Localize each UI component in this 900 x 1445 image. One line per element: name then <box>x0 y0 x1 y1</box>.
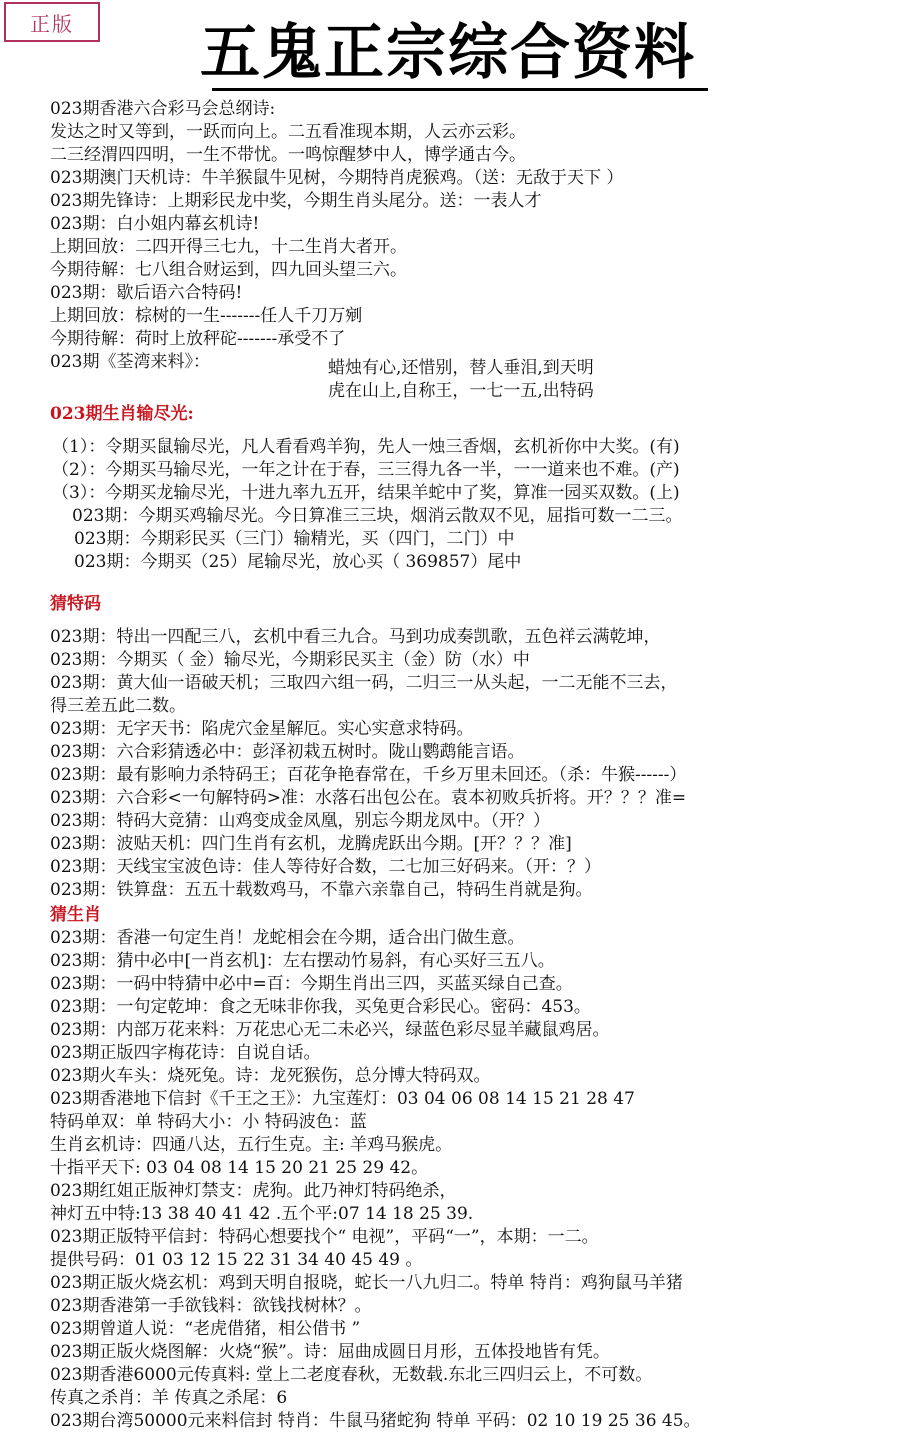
text-line: 023期：歇后语六合特码! <box>50 283 243 303</box>
text-line: 023期正版特平信封：特码心想要找个“ 电视”，平码“一”，本期：一二。 <box>50 1227 599 1247</box>
text-line: 虎在山上,自称王，一七一五,出特码 <box>328 381 594 401</box>
text-line: 023期曾道人说：“老虎借猪，相公借书 ” <box>50 1319 361 1339</box>
text-line: 神灯五中特:13 38 40 41 42 .五个平:07 14 18 25 39. <box>50 1204 474 1224</box>
text-line: 023期：香港一句定生肖！龙蛇相会在今期，适合出门做生意。 <box>50 928 525 948</box>
text-line: 提供号码：01 03 12 15 22 31 34 40 45 49 。 <box>50 1250 423 1270</box>
text-line: 二三经渭四四明，一生不带忧。一鸣惊醒梦中人，博学通古今。 <box>50 145 526 165</box>
section-heading: 023期生肖输尽光: <box>50 404 194 424</box>
title-underline <box>212 88 708 91</box>
text-line: 023期：铁算盘：五五十载数鸡马，不靠六亲靠自己，特码生肖就是狗。 <box>50 880 593 900</box>
text-line: 023期澳门天机诗：牛羊猴鼠牛见树，今期特肖虎猴鸡。（送：无敌于天下 ） <box>50 168 624 188</box>
text-line: 023期：一句定乾坤：食之无味非你我，买兔更合彩民心。密码：453。 <box>50 997 591 1017</box>
section-heading: 猜生肖 <box>50 905 101 925</box>
text-line: 023期香港第一手欲钱料：欲钱找树林？。 <box>50 1296 372 1316</box>
section-quanwan <box>0 357 900 403</box>
section-zodiac-lose <box>0 403 900 574</box>
text-line: 上期回放：二四开得三七九，十二生肖大者开。 <box>50 237 407 257</box>
text-line: 023期先锋诗：上期彩民龙中奖，今期生肖头尾分。送：一表人才 <box>50 191 542 211</box>
text-line: 十指平天下: 03 04 08 14 15 20 21 25 29 42。 <box>50 1158 429 1178</box>
text-line: 发达之时又等到，一跃而向上。二五看准现本期，人云亦云彩。 <box>50 122 526 142</box>
genuine-badge: 正版 <box>4 2 100 42</box>
text-line: 023期：黄大仙一语破天机；三取四六组一码，二归三一从头起，一二无能不三去， <box>50 673 678 693</box>
text-line: 023期：六合彩猜透必中：彭泽初栽五树时。陇山鹦鹉能言语。 <box>50 742 525 762</box>
section-heading: 猜特码 <box>50 594 101 614</box>
text-line: 023期：无字天书：陷虎穴金星解厄。实心实意求特码。 <box>50 719 474 739</box>
text-line: 023期香港六合彩马会总纲诗: <box>50 99 276 119</box>
text-line: 特码单双：单 特码大小：小 特码波色：蓝 <box>50 1112 367 1132</box>
text-line: 023期香港6000元传真料: 堂上二老度春秋，无数载.东北三四归云上，不可数。 <box>50 1365 653 1385</box>
text-line: 023期台湾50000元来料信封 特肖：牛鼠马猪蛇狗 特单 平码：02 10 19 25 36 45。 <box>50 1411 701 1431</box>
text-line: 上期回放：棕树的一生-------任人千刀万剜 <box>50 306 363 326</box>
text-line: 023期：今期买鸡输尽光。今日算准三三块，烟消云散双不见，屈指可数一二三。 <box>72 506 683 526</box>
section-poems <box>0 98 900 374</box>
text-line: 023期：波贴天机：四门生肖有玄机，龙腾虎跃出今期。[开？？？准] <box>50 834 572 854</box>
section-guess-zodiac <box>0 904 900 1433</box>
text-line: 023期：白小姐内幕玄机诗! <box>50 214 260 234</box>
text-line: 023期香港地下信封《千王之王》：九宝莲灯：03 04 06 08 14 15 21 28 47 <box>50 1089 635 1109</box>
text-line: 023期：一码中特猜中必中=百：今期生肖出三四，买蓝买绿自己查。 <box>50 974 573 994</box>
text-line: 023期：天线宝宝波色诗：佳人等待好合数，二七加三好码来。（开：？） <box>50 857 601 877</box>
text-line: （3）：今期买龙输尽光，十进九率九五开，结果羊蛇中了奖，算准一园买双数。(上) <box>52 483 680 503</box>
text-line: 023期：特码大竞猜：山鸡变成金凤凰，别忘今期龙凤中。（开？） <box>50 811 550 831</box>
text-line: 023期：内部万花来料：万花忠心无二未必兴，绿蓝色彩尽显羊藏鼠鸡居。 <box>50 1020 610 1040</box>
text-line: 023期火车头：烧死兔。诗：龙死猴伤，总分博大特码双。 <box>50 1066 491 1086</box>
text-line: 023期：特出一四配三八，玄机中看三九合。马到功成奏凯歌，五色祥云满乾坤， <box>50 627 661 647</box>
text-line: 023期：今期买（25）尾输尽光，放心买（ 369857）尾中 <box>74 552 522 572</box>
text-line: 023期正版四字梅花诗：自说自话。 <box>50 1043 321 1063</box>
text-line: 023期：猜中必中[一肖玄机]：左右摆动竹易斜，有心买好三五八。 <box>50 951 555 971</box>
text-line: 023期：今期买（ 金）输尽光，今期彩民买主（金）防（水）中 <box>50 650 530 670</box>
text-line: 得三差五此二数。 <box>50 696 186 716</box>
text-line: 023期：最有影响力杀特码王；百花争艳春常在，千乡万里未回还。（杀：牛猴------） <box>50 765 687 785</box>
text-line: 023期：六合彩<一句解特码>准：水落石出包公在。袁本初败兵折将。开？？？准= <box>50 788 687 808</box>
text-line: 023期红姐正版神灯禁支：虎狗。此乃神灯特码绝杀， <box>50 1181 457 1201</box>
text-line: 今期待解：七八组合财运到，四九回头望三六。 <box>50 260 407 280</box>
section-guess-code <box>0 593 900 902</box>
text-line: （2）：今期买马输尽光，一年之计在于春，三三得九各一半，一一道来也不难。(产) <box>52 460 680 480</box>
text-line: 今期待解：荷时上放秤砣-------承受不了 <box>50 329 346 349</box>
text-line: 023期正版火烧玄机：鸡到天明自报晓，蛇长一八九归二。特单 特肖：鸡狗鼠马羊猪 <box>50 1273 683 1293</box>
text-line: 023期：今期彩民买（三门）输精光，买（四门，二门）中 <box>74 529 515 549</box>
text-line: （1）：令期买鼠输尽光，凡人看看鸡羊狗，先人一烛三香烟，玄机祈你中大奖。(有) <box>52 437 680 457</box>
text-line: 023期正版火烧图解：火烧“猴”。诗：屈曲成圆日月形，五体投地皆有凭。 <box>50 1342 610 1362</box>
text-line: 023期《荃湾来料》： <box>50 352 210 372</box>
text-line: 蜡烛有心,还惜别，替人垂泪,到天明 <box>328 358 594 378</box>
text-line: 传真之杀肖：羊 传真之杀尾：6 <box>50 1388 288 1408</box>
text-line: 生肖玄机诗：四通八达，五行生克。主: 羊鸡马猴虎。 <box>50 1135 453 1155</box>
page-title: 五鬼正宗综合资料 <box>200 18 696 88</box>
